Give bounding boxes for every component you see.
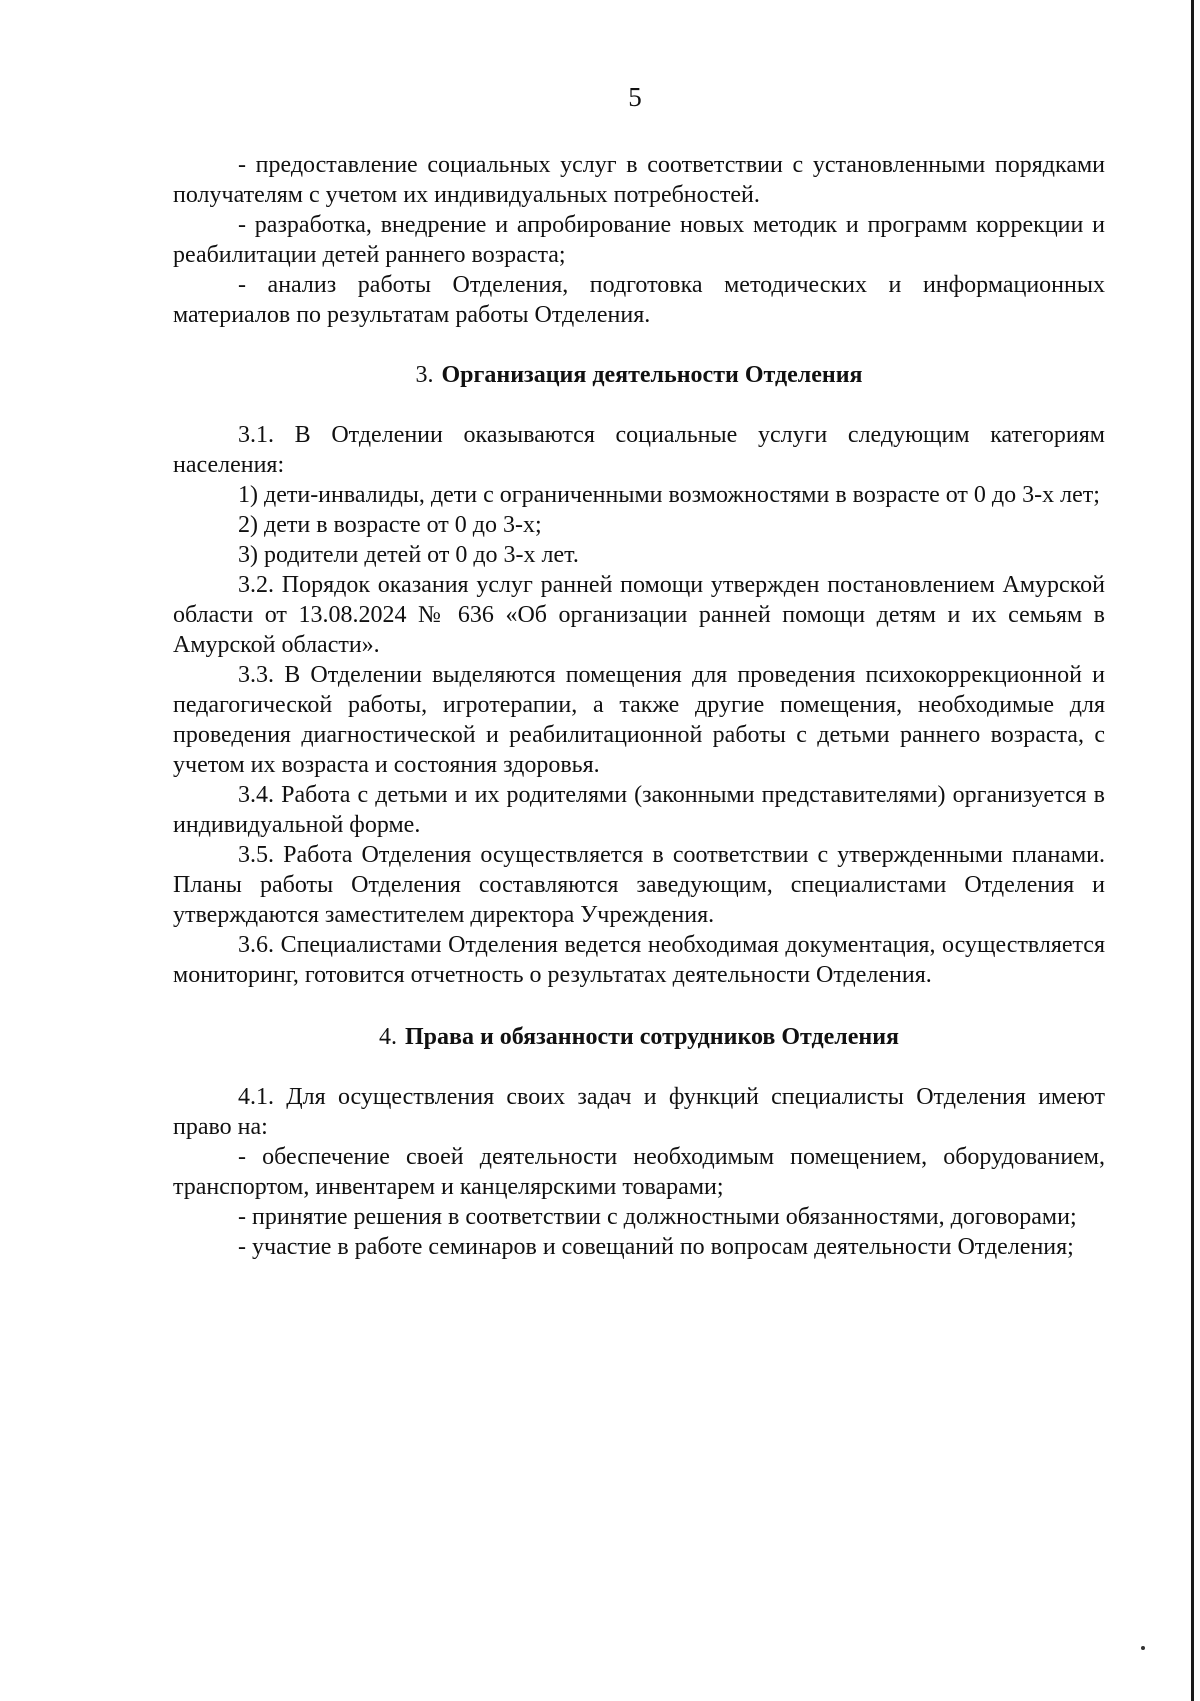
paragraph: 4.1. Для осуществления своих задач и функций специалисты Отделения имеют право на: <box>173 1084 1105 1140</box>
paragraph: 3.3. В Отделении выделяются помещения для проведения психокоррекционной и педагогической работы, игротерапии, а также другие помещения, необходимые для проведения диагностической и реабилитационной работы с детьми раннего возраста, с учетом их возраста и состояния здоровья. <box>173 662 1105 778</box>
page-number: 5 <box>628 82 642 112</box>
paragraph: - принятие решения в соответствии с должностными обязанностями, договорами; <box>238 1204 1077 1230</box>
paragraph: 3.6. Специалистами Отделения ведется необходимая документация, осуществляется мониторинг, готовится отчетность о результатах деятельности Отделения. <box>173 932 1105 988</box>
document-body <box>173 150 1105 1262</box>
section-number: 3. <box>415 362 434 388</box>
paragraph: - разработка, внедрение и апробирование новых методик и программ коррекции и реабилитации детей раннего возраста; <box>173 212 1105 268</box>
section-heading-3 <box>173 360 1105 390</box>
paragraph: 3.4. Работа с детьми и их родителями (законными представителями) организуется в индивидуальной форме. <box>173 782 1105 838</box>
section-number: 4. <box>378 1024 397 1050</box>
paragraph: 2) дети в возрасте от 0 до 3-х; <box>238 512 542 538</box>
paragraph: 3.1. В Отделении оказываются социальные услуги следующим категориям населения: <box>173 422 1105 478</box>
scan-speck <box>1141 1646 1145 1650</box>
section-heading-4 <box>173 1022 1105 1052</box>
section-title: Организация деятельности Отделения <box>441 362 863 388</box>
section-title: Права и обязанности сотрудников Отделения <box>404 1024 900 1050</box>
paragraph: - анализ работы Отделения, подготовка методических и информационных материалов по результатам работы Отделения. <box>173 272 1105 328</box>
scan-edge-line <box>1191 0 1194 1701</box>
paragraph: - обеспечение своей деятельности необходимым помещением, оборудованием, транспортом, инвентарем и канцелярскими товарами; <box>173 1144 1105 1200</box>
paragraph: 3.2. Порядок оказания услуг ранней помощи утвержден постановлением Амурской области от 13.08.2024 № 636 «Об организации ранней помощи детям и их семьям в Амурской области». <box>173 572 1105 658</box>
paragraph: 1) дети-инвалиды, дети с ограниченными возможностями в возрасте от 0 до 3-х лет; <box>238 482 1100 508</box>
paragraph: - предоставление социальных услуг в соответствии с установленными порядками получателям с учетом их индивидуальных потребностей. <box>173 152 1105 208</box>
paragraph: - участие в работе семинаров и совещаний по вопросам деятельности Отделения; <box>238 1234 1074 1260</box>
paragraph: 3.5. Работа Отделения осуществляется в соответствии с утвержденными планами. Планы работы Отделения составляются заведующим, специалистами Отделения и утверждаются заместителем директора Учреждения. <box>173 842 1105 928</box>
paragraph: 3) родители детей от 0 до 3-х лет. <box>238 542 579 568</box>
